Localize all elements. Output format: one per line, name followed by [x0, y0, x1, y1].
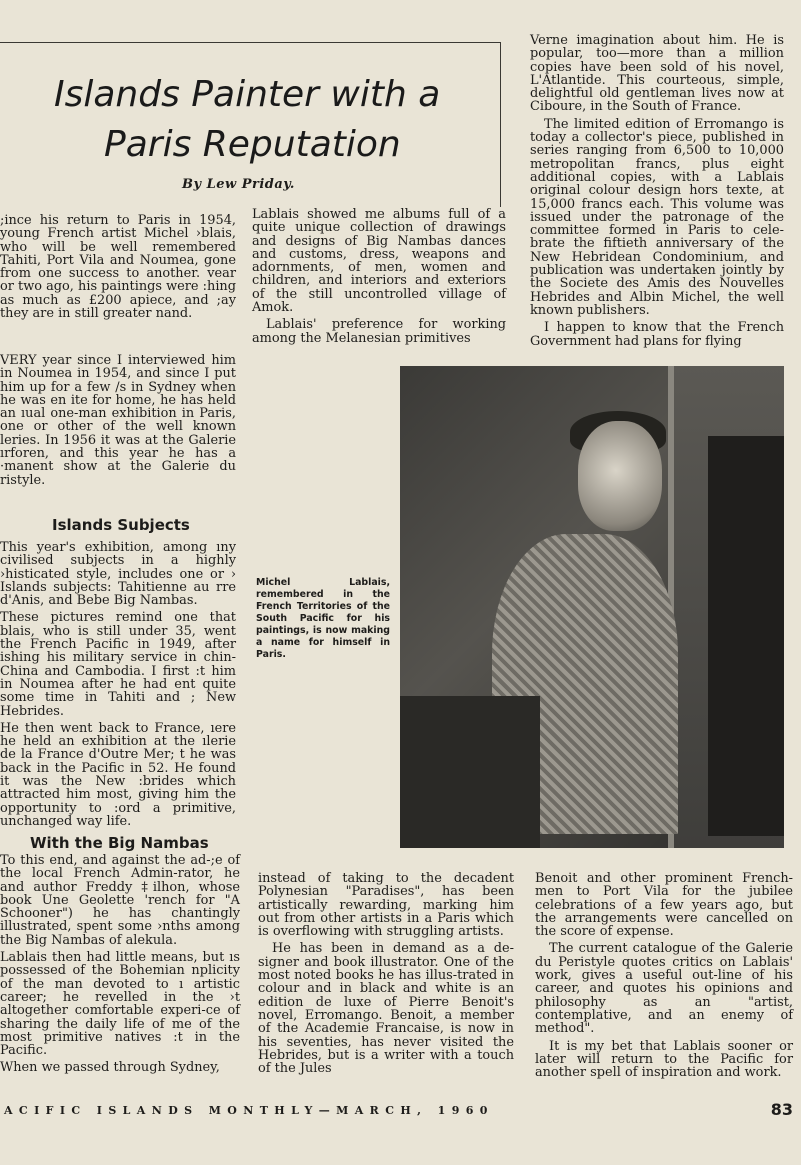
artist-photo	[400, 366, 784, 848]
photo-caption: Michel Lablais, remembered in the French Territories of the South Pacific for his paintings, is now making a name for himself in Paris.	[256, 577, 390, 660]
paragraph: I happen to know that the French Government had plans for flying	[530, 320, 784, 349]
left-column-mid	[0, 354, 236, 506]
paragraph: This year's exhibition, among ıny civilised subjects in a highly ›histicated style, includes one or › Islands subjects: Tahitienne au rre d'Anis, and Bebe Big Nambas.	[0, 540, 236, 609]
photo-table	[400, 696, 540, 848]
intro-paragraph: ;ince his return to Paris in 1954, young French artist Michel ›blais, who will be well remembered Tahiti, Port Vila and Noumea, gone from one success to another. vear or two ago, his paintings were :hing as much as £200 apiece, and ;ay they are in still greater nand.	[0, 213, 236, 322]
title-line-2: Paris Reputation	[104, 124, 401, 165]
paragraph: When we passed through Sydney,	[0, 1060, 220, 1076]
subhead-big-nambas: With the Big Nambas	[30, 834, 209, 852]
paragraph: To this end, and against the ad-;e of the local French Admin-rator, he and author Freddy ‡ilhon, whose book Une Geolette 'rench for "A Schooner") he has chantingly illustrated, spent some ›nths among the Big Nambas of alekula.	[0, 853, 240, 948]
subhead-islands-subjects: Islands Subjects	[52, 516, 190, 534]
paragraph-very: VERY year since I interviewed him in Noumea in 1954, and since I put him up for a few /s in Sydney when he was en ite for home, he has held an ıual one-man exhibition in Paris, one or other of the well known leries. In 1956 it was at the Galerie ırforen, and this year he has a ·manent show at the Galerie du ristyle.	[0, 353, 236, 488]
paragraph: He has been in demand as a de-signer and book illustrator. One of the most noted books he has illus-trated in colour and in black and white is an edition de luxe of Pierre Benoit's novel, Erromango. Benoit, a member of the Academie Francaise, is now in his seventies, has never visited the Hebrides, but is a writer with a touch of the Jules	[258, 941, 514, 1077]
byline: By Lew Priday.	[182, 177, 295, 192]
right-column-bottom	[535, 872, 793, 1088]
left-column-subjects	[0, 540, 236, 829]
running-head: ACIFIC ISLANDS MONTHLY—MARCH, 1960	[4, 1104, 494, 1117]
paragraph: Lablais' preference for working among the Melanesian primitives	[252, 317, 506, 346]
paragraph: He then went back to France, ıere he held an exhibition at the ılerie de la France d'Outre Mer; t he was back in the Pacific in 52. He found it was the New :brides which attracted him most, giving him the opportunity to :ord a primitive, unchanged way life.	[0, 720, 236, 829]
right-column-top	[530, 33, 784, 349]
left-column-bottom	[0, 854, 240, 1088]
title-line-1: Islands Painter with a	[54, 74, 441, 115]
middle-column-top	[252, 208, 506, 348]
paragraph: Lablais showed me albums full of a quite unique collection of drawings and designs of Big Nambas dances and customs, dress, weapons and adornments, of men, women and children, and interiors and exteriors of the still uncontrolled village of Amok.	[252, 207, 506, 316]
paragraph: Verne imagination about him. He is popular, too—more than a million copies have been sold of his novel, L'Atlantide. This courteous, simple, delightful old gentleman lives now at Ciboure, in the South of France.	[530, 33, 784, 115]
paragraph: Benoit and other prominent French-men to Port Vila for the jubilee celebrations of a few years ago, but the arrangements were cancelled on the score of expense.	[535, 871, 793, 940]
page-footer	[0, 1102, 801, 1122]
page-number: 83	[770, 1100, 793, 1119]
paragraph: These pictures remind one that blais, who is still under 35, went the French Pacific in 1949, after ishing his military service in chin-China and Cambodia. I first :t him in Noumea after he had ent quite some time in Tahiti and ; New Hebrides.	[0, 610, 236, 719]
paragraph: Lablais then had little means, but ıs possessed of the Bohemian nplicity of the man devoted to ı artistic career; he revelled in the ›t altogether comfortable experi-ce of sharing the daily life of me of the most primitive natives :t in the Pacific.	[0, 950, 240, 1059]
middle-column-bottom	[258, 872, 514, 1088]
title-side-rule	[500, 42, 501, 207]
top-rule	[0, 42, 500, 43]
paragraph: instead of taking to the decadent Polynesian "Paradises", has been artistically rewarding, marking him out from other artists in a Paris which is overflowing with struggling artists.	[258, 871, 514, 940]
paragraph: It is my bet that Lablais sooner or later will return to the Pacific for another spell of inspiration and work.	[535, 1038, 793, 1081]
article-title	[40, 70, 480, 170]
photo-dark-panel	[708, 436, 784, 836]
photo-figure-head	[578, 421, 662, 531]
intro-column	[0, 214, 236, 346]
paragraph: The current catalogue of the Galerie du Peristyle quotes critics on Lablais' work, gives a useful out-line of his career, and quotes his opinions and philosophy as an "artist, contemplative, and an enemy of method".	[535, 941, 793, 1037]
paragraph: The limited edition of Erromango is today a collector's piece, published in series ranging from 6,500 to 10,000 metropolitan francs, plus eight additional copies, with a Lablais original colour design hors texte, at 15,000 francs each. This volume was issued under the patronage of the committee formed in Paris to cele-brate the fiftieth anniversary of the New Hebridean Condominium, and publication was undertaken jointly by the Societe des Amis des Nouvelles Hebrides and Albin Michel, the well known publishers.	[530, 116, 784, 318]
